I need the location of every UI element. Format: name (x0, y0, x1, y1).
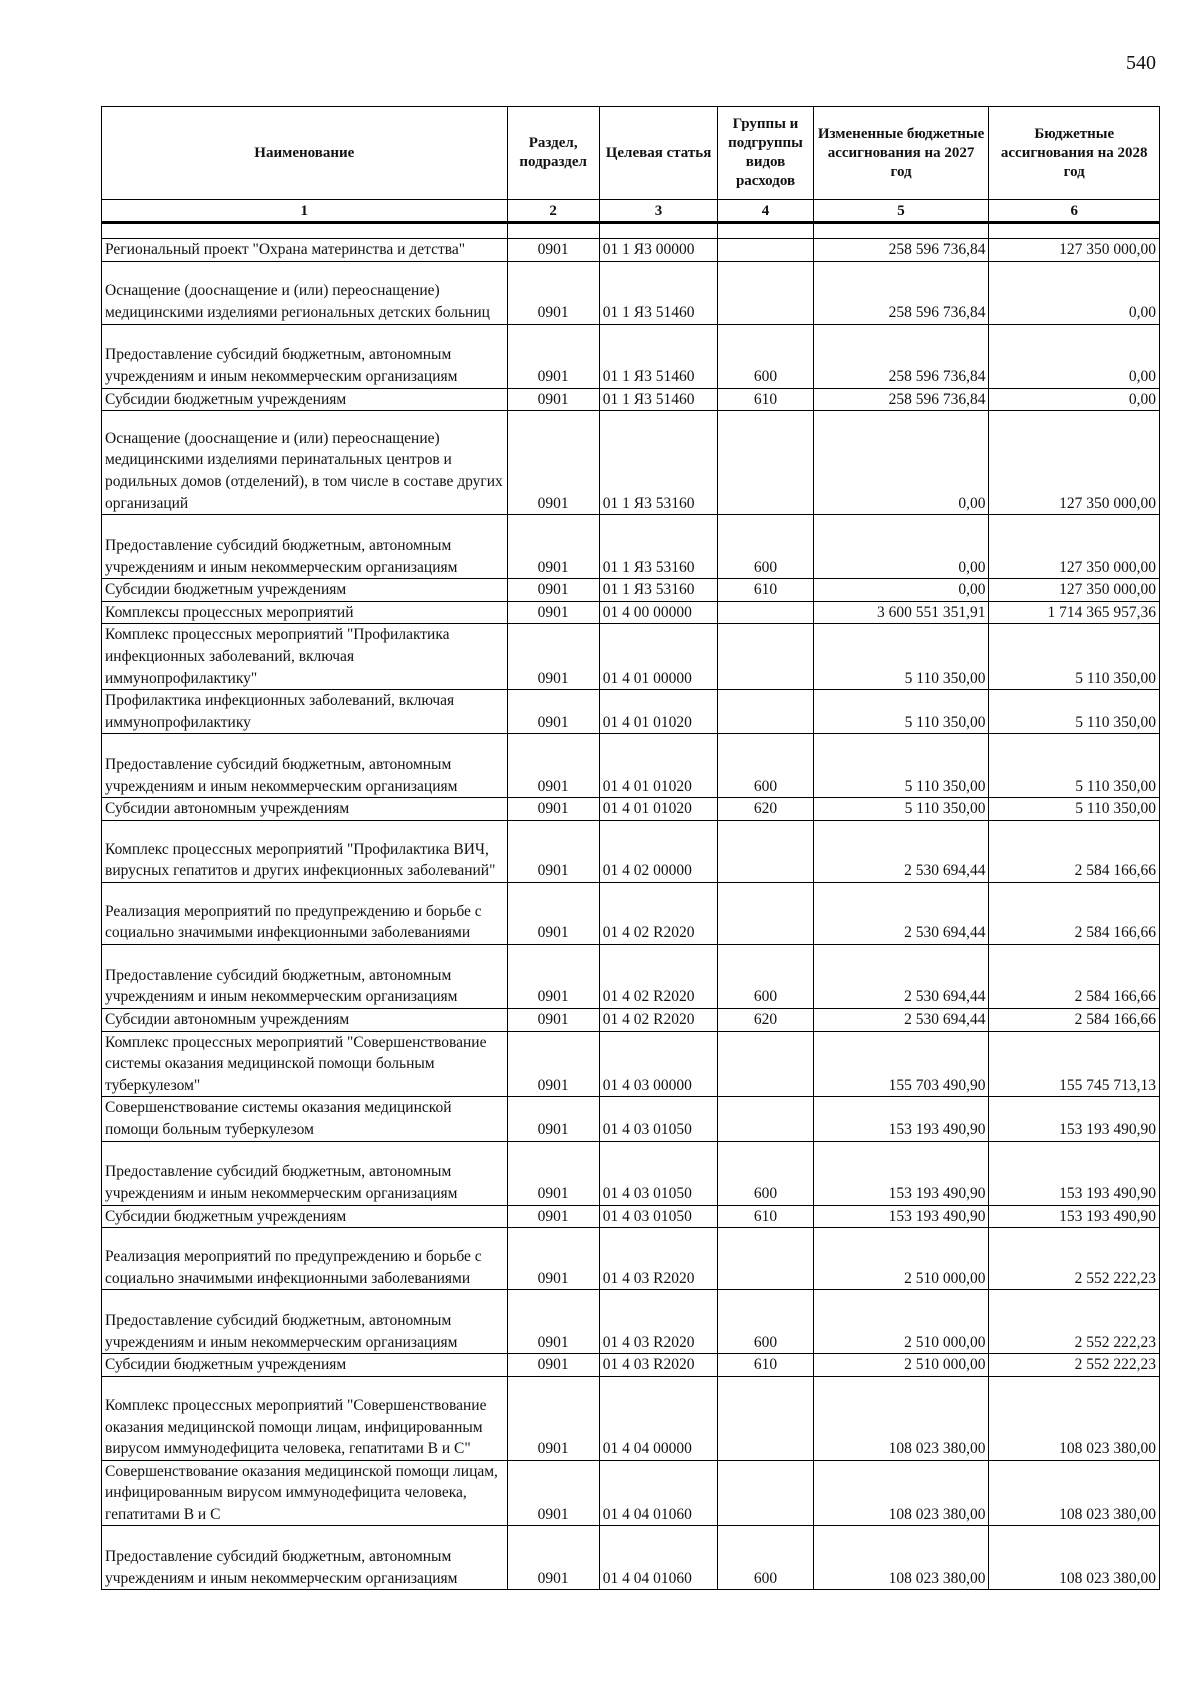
cell-razdel: 0901 (507, 882, 599, 944)
table-row (102, 882, 1160, 944)
cell-2027: 155 703 490,90 (813, 1031, 989, 1097)
cell-statya: 01 4 04 01060 (599, 1460, 718, 1526)
table-body (102, 239, 1160, 1590)
cell-2027: 258 596 736,84 (813, 324, 989, 388)
cell-razdel: 0901 (507, 820, 599, 882)
cell-vid (718, 261, 813, 324)
cell-name: Реализация мероприятий по предупреждению и борьбе с социально значимыми инфекционными заболеваниями (102, 882, 508, 944)
cell-name: Оснащение (дооснащение и (или) переоснащение) медицинскими изделиями региональных детских больниц (102, 261, 508, 324)
cell-razdel: 0901 (507, 944, 599, 1008)
cell-razdel: 0901 (507, 690, 599, 734)
cell-vid: 620 (718, 1008, 813, 1031)
cell-razdel: 0901 (507, 1008, 599, 1031)
cell-razdel: 0901 (507, 734, 599, 798)
cell-name: Совершенствование системы оказания медицинской помощи больным туберкулезом (102, 1097, 508, 1141)
cell-2027: 5 110 350,00 (813, 734, 989, 798)
cell-statya: 01 4 04 01060 (599, 1526, 718, 1590)
table-row (102, 239, 1160, 262)
cell-name: Комплекс процессных мероприятий "Профилактика инфекционных заболеваний, включая иммунопрофилактику" (102, 624, 508, 690)
header-2027: Измененные бюджетные ассигнования на 2027 год (813, 107, 989, 200)
cell-razdel: 0901 (507, 261, 599, 324)
table-row (102, 411, 1160, 515)
cell-2028: 5 110 350,00 (989, 734, 1160, 798)
cell-vid: 610 (718, 388, 813, 411)
table-row (102, 601, 1160, 624)
cell-vid: 610 (718, 579, 813, 602)
cell-2027: 0,00 (813, 411, 989, 515)
cell-2028: 2 584 166,66 (989, 944, 1160, 1008)
cell-statya: 01 4 03 R2020 (599, 1290, 718, 1354)
cell-2028: 108 023 380,00 (989, 1526, 1160, 1590)
cell-name: Региональный проект "Охрана материнства и детства" (102, 239, 508, 262)
cell-vid: 600 (718, 1526, 813, 1590)
cell-vid: 600 (718, 1141, 813, 1205)
header-name: Наименование (102, 107, 508, 200)
header-num-3: 3 (599, 200, 718, 223)
cell-2028: 1 714 365 957,36 (989, 601, 1160, 624)
table-row (102, 1031, 1160, 1097)
cell-razdel: 0901 (507, 239, 599, 262)
header-statya: Целевая статья (599, 107, 718, 200)
cell-name: Оснащение (дооснащение и (или) переоснащение) медицинскими изделиями перинатальных центров и родильных домов (отделений), в том числе в составе других организаций (102, 411, 508, 515)
cell-vid: 620 (718, 798, 813, 821)
table-row (102, 798, 1160, 821)
cell-vid: 610 (718, 1205, 813, 1228)
cell-2027: 2 510 000,00 (813, 1228, 989, 1290)
table-row (102, 579, 1160, 602)
cell-vid (718, 882, 813, 944)
cell-2027: 3 600 551 351,91 (813, 601, 989, 624)
cell-2028: 2 552 222,23 (989, 1354, 1160, 1377)
cell-vid: 600 (718, 515, 813, 579)
cell-razdel: 0901 (507, 601, 599, 624)
cell-name: Предоставление субсидий бюджетным, автономным учреждениям и иным некоммерческим организациям (102, 1526, 508, 1590)
cell-name: Комплекс процессных мероприятий "Совершенствование оказания медицинской помощи лицам, инфицированным вирусом иммунодефицита человека, гепатитами B и C" (102, 1376, 508, 1460)
cell-2027: 153 193 490,90 (813, 1141, 989, 1205)
cell-vid (718, 1228, 813, 1290)
cell-2027: 2 510 000,00 (813, 1290, 989, 1354)
cell-2028: 0,00 (989, 324, 1160, 388)
cell-name: Предоставление субсидий бюджетным, автономным учреждениям и иным некоммерческим организациям (102, 1141, 508, 1205)
header-spacer (102, 223, 1160, 239)
table-row (102, 324, 1160, 388)
cell-2027: 0,00 (813, 579, 989, 602)
table-row (102, 690, 1160, 734)
cell-2027: 108 023 380,00 (813, 1376, 989, 1460)
cell-2027: 258 596 736,84 (813, 239, 989, 262)
cell-2028: 127 350 000,00 (989, 411, 1160, 515)
cell-statya: 01 1 Я3 53160 (599, 579, 718, 602)
cell-razdel: 0901 (507, 1141, 599, 1205)
table-row (102, 820, 1160, 882)
cell-statya: 01 4 02 R2020 (599, 882, 718, 944)
cell-razdel: 0901 (507, 324, 599, 388)
table-row (102, 734, 1160, 798)
cell-name: Профилактика инфекционных заболеваний, включая иммунопрофилактику (102, 690, 508, 734)
cell-statya: 01 1 Я3 53160 (599, 411, 718, 515)
cell-statya: 01 4 03 R2020 (599, 1228, 718, 1290)
cell-2028: 2 584 166,66 (989, 1008, 1160, 1031)
cell-2028: 108 023 380,00 (989, 1460, 1160, 1526)
cell-statya: 01 4 03 R2020 (599, 1354, 718, 1377)
cell-2027: 258 596 736,84 (813, 388, 989, 411)
cell-name: Комплексы процессных мероприятий (102, 601, 508, 624)
cell-2027: 153 193 490,90 (813, 1205, 989, 1228)
cell-2028: 0,00 (989, 261, 1160, 324)
cell-name: Предоставление субсидий бюджетным, автономным учреждениям и иным некоммерческим организациям (102, 515, 508, 579)
cell-razdel: 0901 (507, 1031, 599, 1097)
cell-2028: 2 552 222,23 (989, 1290, 1160, 1354)
cell-name: Субсидии автономным учреждениям (102, 1008, 508, 1031)
cell-name: Комплекс процессных мероприятий "Профилактика ВИЧ, вирусных гепатитов и других инфекционных заболеваний" (102, 820, 508, 882)
cell-razdel: 0901 (507, 579, 599, 602)
cell-2027: 2 530 694,44 (813, 820, 989, 882)
cell-statya: 01 1 Я3 51460 (599, 388, 718, 411)
header-number-row (102, 200, 1160, 223)
cell-2028: 127 350 000,00 (989, 579, 1160, 602)
cell-razdel: 0901 (507, 1460, 599, 1526)
cell-statya: 01 4 04 00000 (599, 1376, 718, 1460)
cell-statya: 01 4 00 00000 (599, 601, 718, 624)
cell-vid (718, 601, 813, 624)
cell-razdel: 0901 (507, 1526, 599, 1590)
cell-name: Субсидии автономным учреждениям (102, 798, 508, 821)
header-razdel: Раздел, подраздел (507, 107, 599, 200)
cell-2027: 0,00 (813, 515, 989, 579)
cell-2027: 2 530 694,44 (813, 882, 989, 944)
cell-razdel: 0901 (507, 624, 599, 690)
cell-vid (718, 1376, 813, 1460)
cell-name: Субсидии бюджетным учреждениям (102, 579, 508, 602)
cell-2028: 5 110 350,00 (989, 690, 1160, 734)
cell-name: Предоставление субсидий бюджетным, автономным учреждениям и иным некоммерческим организациям (102, 1290, 508, 1354)
cell-statya: 01 4 01 01020 (599, 734, 718, 798)
cell-2027: 153 193 490,90 (813, 1097, 989, 1141)
cell-2028: 153 193 490,90 (989, 1097, 1160, 1141)
header-num-5: 5 (813, 200, 989, 223)
cell-2028: 5 110 350,00 (989, 798, 1160, 821)
cell-2027: 5 110 350,00 (813, 624, 989, 690)
cell-vid: 600 (718, 944, 813, 1008)
header-num-1: 1 (102, 200, 508, 223)
cell-razdel: 0901 (507, 1097, 599, 1141)
cell-2028: 2 584 166,66 (989, 882, 1160, 944)
cell-name: Предоставление субсидий бюджетным, автономным учреждениям и иным некоммерческим организациям (102, 944, 508, 1008)
table-row (102, 1354, 1160, 1377)
cell-2028: 2 552 222,23 (989, 1228, 1160, 1290)
cell-razdel: 0901 (507, 1376, 599, 1460)
cell-name: Комплекс процессных мероприятий "Совершенствование системы оказания медицинской помощи больным туберкулезом" (102, 1031, 508, 1097)
table-row (102, 1008, 1160, 1031)
cell-2027: 2 530 694,44 (813, 944, 989, 1008)
cell-name: Субсидии бюджетным учреждениям (102, 1205, 508, 1228)
cell-razdel: 0901 (507, 515, 599, 579)
table-row (102, 261, 1160, 324)
cell-name: Предоставление субсидий бюджетным, автономным учреждениям и иным некоммерческим организациям (102, 734, 508, 798)
cell-razdel: 0901 (507, 1228, 599, 1290)
cell-2028: 127 350 000,00 (989, 515, 1160, 579)
cell-2028: 155 745 713,13 (989, 1031, 1160, 1097)
cell-name: Предоставление субсидий бюджетным, автономным учреждениям и иным некоммерческим организациям (102, 324, 508, 388)
cell-name: Реализация мероприятий по предупреждению и борьбе с социально значимыми инфекционными заболеваниями (102, 1228, 508, 1290)
cell-2027: 5 110 350,00 (813, 690, 989, 734)
cell-2028: 108 023 380,00 (989, 1376, 1160, 1460)
header-num-6: 6 (989, 200, 1160, 223)
cell-razdel: 0901 (507, 1354, 599, 1377)
cell-name: Субсидии бюджетным учреждениям (102, 1354, 508, 1377)
cell-razdel: 0901 (507, 798, 599, 821)
cell-2028: 5 110 350,00 (989, 624, 1160, 690)
cell-vid: 600 (718, 1290, 813, 1354)
header-2028: Бюджетные ассигнования на 2028 год (989, 107, 1160, 200)
cell-statya: 01 4 01 00000 (599, 624, 718, 690)
table-row (102, 624, 1160, 690)
cell-2027: 2 530 694,44 (813, 1008, 989, 1031)
header-num-2: 2 (507, 200, 599, 223)
table-row (102, 388, 1160, 411)
cell-razdel: 0901 (507, 388, 599, 411)
cell-statya: 01 4 02 R2020 (599, 1008, 718, 1031)
cell-2028: 127 350 000,00 (989, 239, 1160, 262)
cell-vid: 600 (718, 734, 813, 798)
cell-statya: 01 1 Я3 00000 (599, 239, 718, 262)
header-num-4: 4 (718, 200, 813, 223)
table-row (102, 515, 1160, 579)
header-vid: Группы и подгруппы видов расходов (718, 107, 813, 200)
table-row (102, 1205, 1160, 1228)
cell-2028: 2 584 166,66 (989, 820, 1160, 882)
cell-razdel: 0901 (507, 1205, 599, 1228)
cell-razdel: 0901 (507, 411, 599, 515)
cell-statya: 01 4 03 01050 (599, 1205, 718, 1228)
cell-2028: 153 193 490,90 (989, 1205, 1160, 1228)
header-row (102, 107, 1160, 200)
cell-razdel: 0901 (507, 1290, 599, 1354)
cell-statya: 01 4 02 R2020 (599, 944, 718, 1008)
cell-name: Субсидии бюджетным учреждениям (102, 388, 508, 411)
cell-vid (718, 411, 813, 515)
table-row (102, 1097, 1160, 1141)
cell-statya: 01 4 01 01020 (599, 690, 718, 734)
cell-vid: 600 (718, 324, 813, 388)
cell-2027: 108 023 380,00 (813, 1526, 989, 1590)
cell-vid (718, 1097, 813, 1141)
cell-vid (718, 239, 813, 262)
cell-statya: 01 1 Я3 53160 (599, 515, 718, 579)
cell-statya: 01 4 03 01050 (599, 1141, 718, 1205)
table-row (102, 1376, 1160, 1460)
cell-statya: 01 4 02 00000 (599, 820, 718, 882)
cell-2027: 108 023 380,00 (813, 1460, 989, 1526)
cell-2027: 258 596 736,84 (813, 261, 989, 324)
cell-statya: 01 4 01 01020 (599, 798, 718, 821)
cell-statya: 01 1 Я3 51460 (599, 261, 718, 324)
cell-2027: 5 110 350,00 (813, 798, 989, 821)
cell-2028: 153 193 490,90 (989, 1141, 1160, 1205)
cell-vid (718, 690, 813, 734)
cell-statya: 01 4 03 01050 (599, 1097, 718, 1141)
cell-vid: 610 (718, 1354, 813, 1377)
table-row (102, 1460, 1160, 1526)
page-number: 540 (1126, 52, 1156, 74)
table-row (102, 1290, 1160, 1354)
table-row (102, 1526, 1160, 1590)
cell-vid (718, 1460, 813, 1526)
cell-vid (718, 1031, 813, 1097)
cell-vid (718, 624, 813, 690)
cell-name: Совершенствование оказания медицинской помощи лицам, инфицированным вирусом иммунодефицита человека, гепатитами В и С (102, 1460, 508, 1526)
table-row (102, 1141, 1160, 1205)
table-row (102, 1228, 1160, 1290)
cell-vid (718, 820, 813, 882)
budget-table (101, 106, 1160, 1590)
cell-2027: 2 510 000,00 (813, 1354, 989, 1377)
cell-statya: 01 1 Я3 51460 (599, 324, 718, 388)
table-row (102, 944, 1160, 1008)
cell-2028: 0,00 (989, 388, 1160, 411)
cell-statya: 01 4 03 00000 (599, 1031, 718, 1097)
